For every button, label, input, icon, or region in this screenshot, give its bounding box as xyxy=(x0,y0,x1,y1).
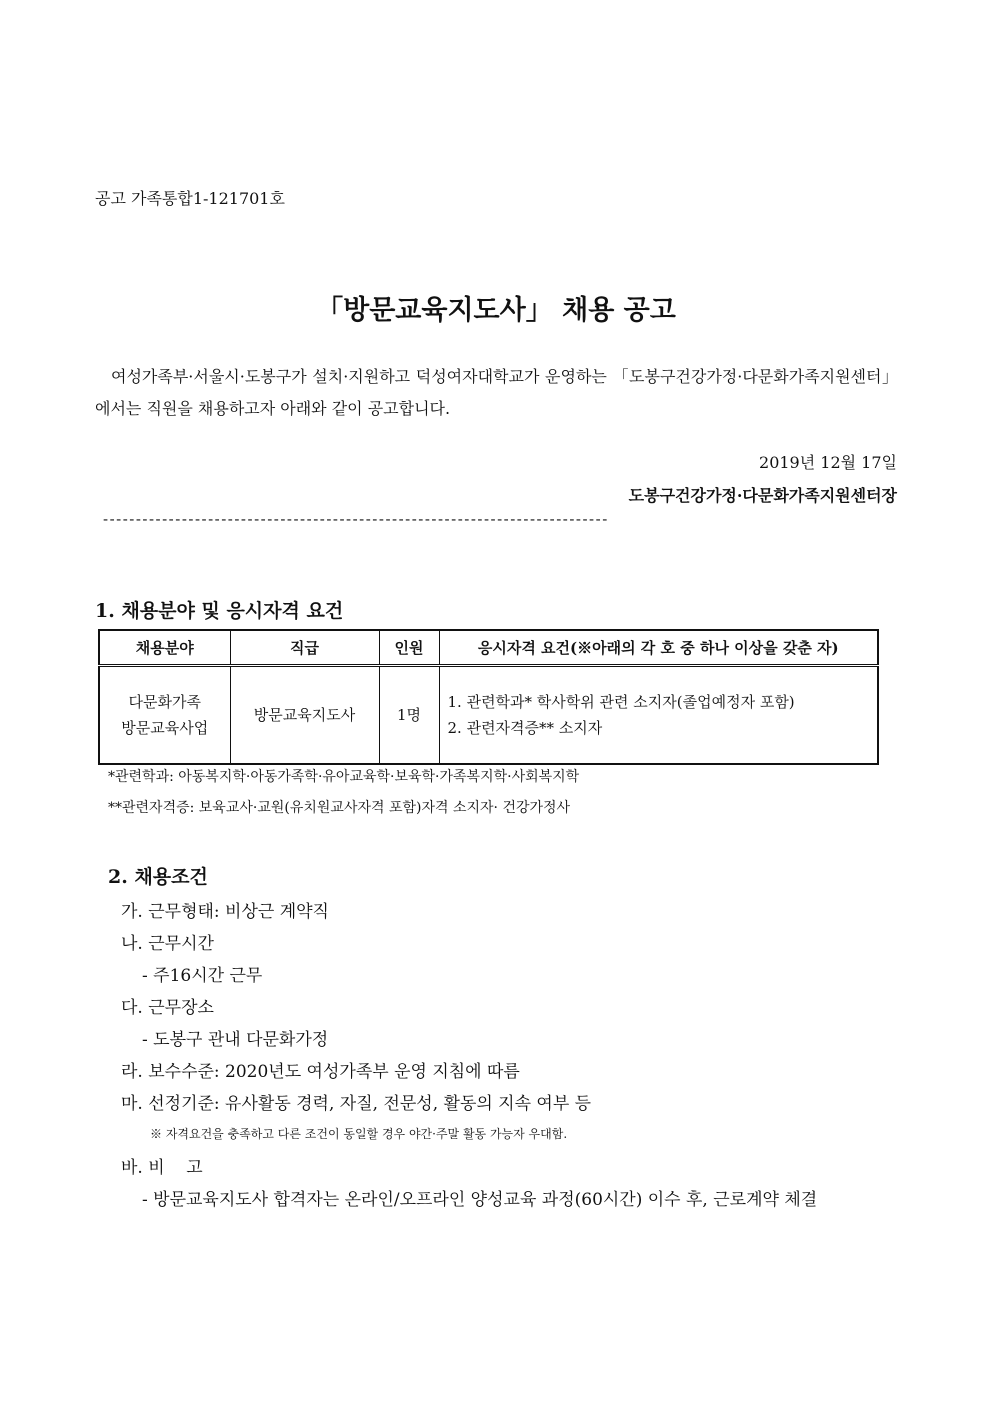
field-line1: 다문화가족 xyxy=(128,693,201,711)
header-qualifications: 응시자격 요건(※아래의 각 호 중 하나 이상을 갖춘 자) xyxy=(439,630,878,666)
related-majors-note: *관련학과: 아동복지학·아동가족학·유아교육학·보육학·가족복지학·사회복지학 xyxy=(108,769,580,785)
work-place-label: 다. 근무장소 xyxy=(121,998,214,1018)
table-row xyxy=(99,666,878,765)
employment-type: 가. 근무형태: 비상근 계약직 xyxy=(121,902,329,922)
header-rank: 직급 xyxy=(230,630,379,666)
notice-date: 2019년 12월 17일 xyxy=(759,453,897,472)
preference-note: ※ 자격요건을 충족하고 다른 조건이 동일할 경우 야간·주말 활동 가능자 우대함. xyxy=(150,1127,568,1141)
section1-heading: 1. 채용분야 및 응시자격 요건 xyxy=(95,600,344,622)
qualification-2: 2. 관련자격증** 소지자 xyxy=(447,719,603,737)
header-count: 인원 xyxy=(379,630,439,666)
separator-line: ----------------------------------------------------------------------------- xyxy=(103,510,609,528)
recruitment-table xyxy=(98,629,879,765)
selection-criteria: 마. 선정기준: 유사활동 경력, 자질, 전문성, 활동의 지속 여부 등 xyxy=(121,1094,592,1114)
cell-count: 1명 xyxy=(379,666,439,765)
issuer-name: 도봉구건강가정·다문화가족지원센터장 xyxy=(628,486,897,505)
related-certificates-note: **관련자격증: 보육교사·교원(유치원교사자격 포함)자격 소지자· 건강가정사 xyxy=(108,800,571,816)
notice-number: 공고 가족통합1-121701호 xyxy=(95,189,285,208)
table-header-row xyxy=(99,630,878,666)
remarks-detail: - 방문교육지도사 합격자는 온라인/오프라인 양성교육 과정(60시간) 이수 후, 근로계약 체결 xyxy=(142,1190,818,1210)
remarks-label: 바. 비 고 xyxy=(121,1158,203,1178)
field-line2: 방문교육사업 xyxy=(121,719,209,737)
page-title: 「방문교육지도사」 채용 공고 xyxy=(316,295,676,326)
working-hours-detail: - 주16시간 근무 xyxy=(142,966,263,986)
cell-rank: 방문교육지도사 xyxy=(230,666,379,765)
work-place-detail: - 도봉구 관내 다문화가정 xyxy=(142,1030,329,1050)
cell-qualifications xyxy=(439,666,878,765)
header-field: 채용분야 xyxy=(99,630,230,666)
intro-paragraph: 여성가족부·서울시·도봉구가 설치·지원하고 덕성여자대학교가 운영하는 「도봉구건강가정·다문화가족지원센터」에서는 직원을 채용하고자 아래와 같이 공고합니다. xyxy=(95,367,898,418)
cell-field xyxy=(99,666,230,765)
section2-heading: 2. 채용조건 xyxy=(108,866,208,888)
qualification-1: 1. 관련학과* 학사학위 관련 소지자(졸업예정자 포함) xyxy=(447,693,795,711)
working-hours-label: 나. 근무시간 xyxy=(121,934,214,954)
salary-level: 라. 보수수준: 2020년도 여성가족부 운영 지침에 따름 xyxy=(121,1062,520,1082)
